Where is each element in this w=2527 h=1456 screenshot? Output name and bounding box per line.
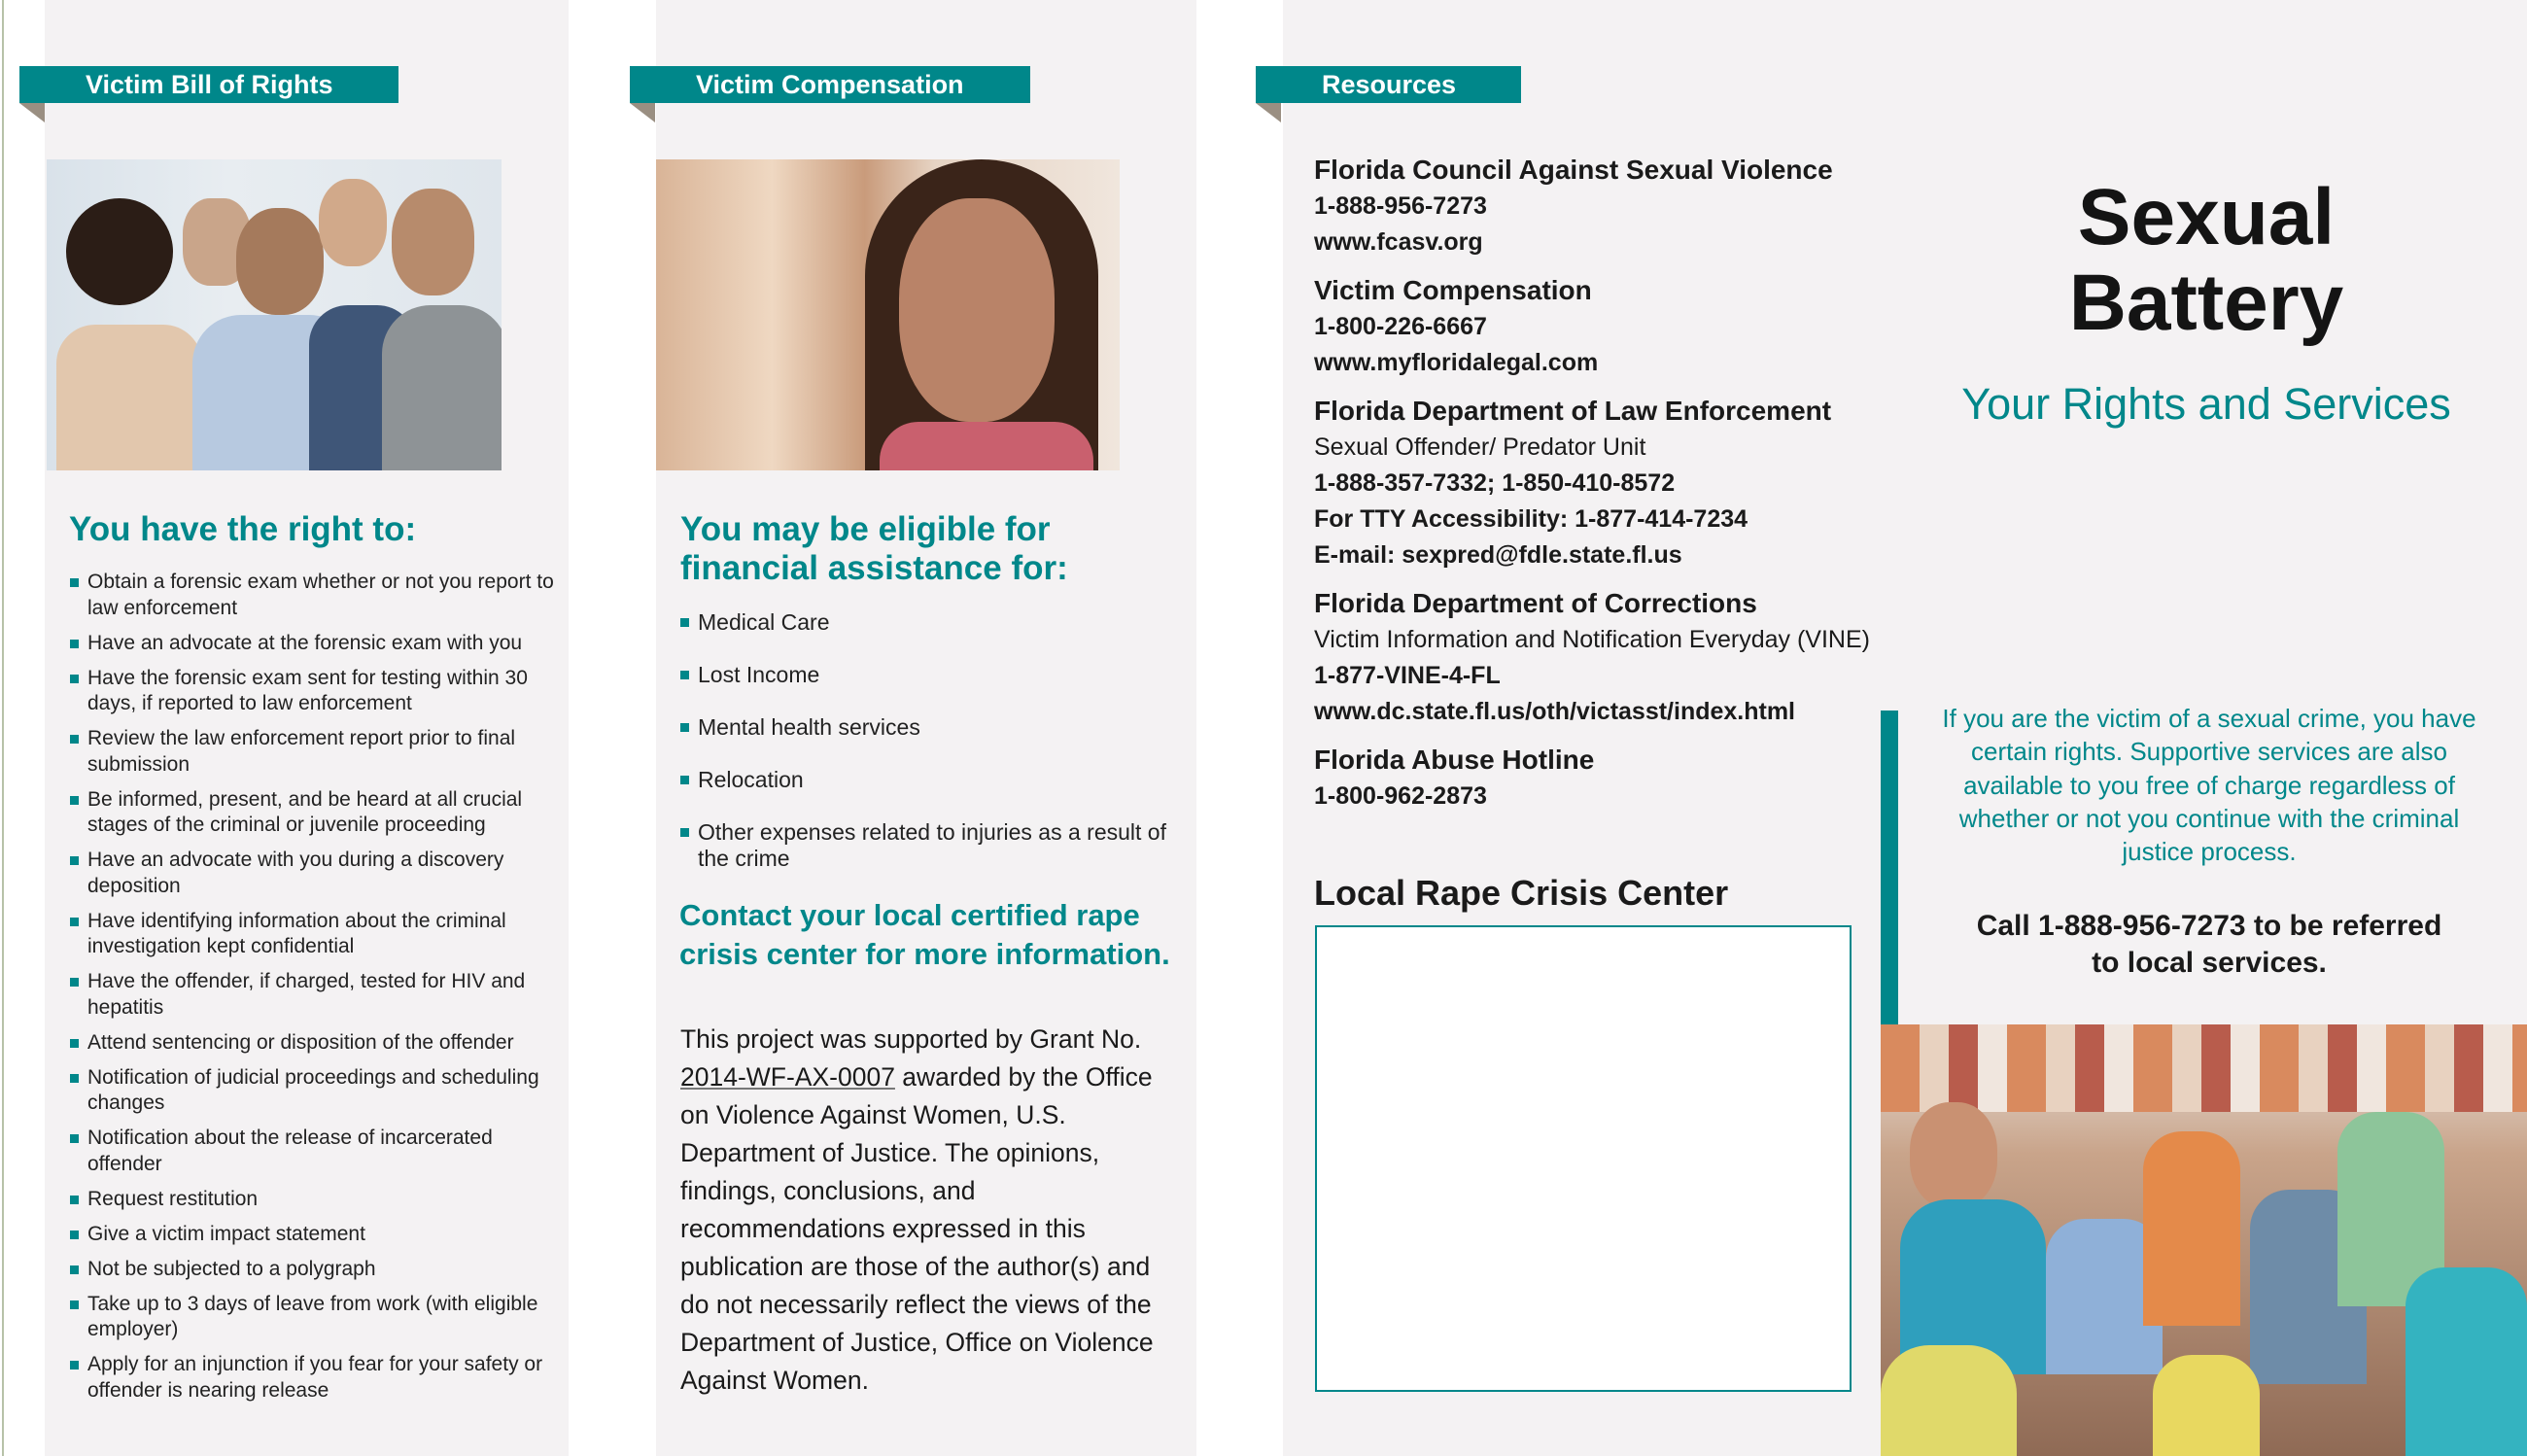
resource-line: 1-888-357-7332; 1-850-410-8572 [1314, 469, 1676, 497]
ribbon-fold [1256, 103, 1281, 122]
list-item: Be informed, present, and be heard at all crucial stages of the criminal or juvenile proceeding [70, 787, 561, 839]
list-item: Have identifying information about the criminal investigation kept confidential [70, 909, 561, 960]
list-item: Have an advocate at the forensic exam with you [70, 631, 561, 657]
resource-group [1314, 272, 1878, 381]
resource-group [1314, 585, 1878, 730]
list-item: Give a victim impact statement [70, 1222, 561, 1248]
financial-assistance-list [680, 609, 1186, 872]
resource-line: 1-800-962-2873 [1314, 782, 1487, 810]
contact-line: crisis center for more information. [679, 937, 1170, 971]
title-line: Battery [2068, 259, 2344, 347]
list-item: Not be subjected to a polygraph [70, 1257, 561, 1283]
resource-group [1314, 152, 1878, 260]
list-item: Relocation [680, 767, 1186, 793]
crowd-photo [1881, 1024, 2527, 1456]
list-item: Notification of judicial proceedings and scheduling changes [70, 1065, 561, 1117]
brochure-subtitle: Your Rights and Services [1961, 379, 2451, 429]
list-item: Lost Income [680, 662, 1186, 688]
accent-bar [1881, 711, 1898, 1024]
resource-line: www.dc.state.fl.us/oth/victasst/index.html [1314, 698, 1796, 725]
ribbon-resources: Resources [1256, 66, 1521, 103]
local-crisis-center-box [1315, 925, 1852, 1392]
resource-group [1314, 742, 1878, 815]
call-line: to local services. [2092, 947, 2327, 979]
resource-line: www.fcasv.org [1314, 228, 1483, 256]
list-item: Notification about the release of incarcerated offender [70, 1126, 561, 1177]
rights-list [70, 570, 561, 1404]
ribbon-fold [19, 103, 45, 122]
list-item: Review the law enforcement report prior to final submission [70, 726, 561, 778]
resources-list [1314, 152, 1878, 826]
resource-line: E-mail: sexpred@fdle.state.fl.us [1314, 541, 1682, 569]
ribbon-victim-bill-of-rights: Victim Bill of Rights [19, 66, 398, 103]
ribbon-fold [630, 103, 655, 122]
resource-line: 1-800-226-6667 [1314, 313, 1487, 340]
grant-statement [680, 1021, 1186, 1400]
list-item: Take up to 3 days of leave from work (with eligible employer) [70, 1292, 561, 1343]
grant-number: 2014-WF-AX-0007 [680, 1062, 895, 1092]
intro-paragraph: If you are the victim of a sexual crime, you have certain rights. Supportive services are also available to you free of charge regardless of whether or not you continue with the criminal justice process. [1942, 704, 2476, 867]
list-item: Attend sentencing or disposition of the offender [70, 1030, 561, 1057]
resource-line: www.myfloridalegal.com [1314, 349, 1599, 376]
resource-title: Florida Department of Corrections [1314, 588, 1757, 618]
resource-line: Victim Information and Notification Everyday (VINE) [1314, 626, 1870, 653]
call-to-action [1934, 908, 2484, 982]
list-item: Apply for an injunction if you fear for your safety or offender is nearing release [70, 1352, 561, 1404]
local-crisis-center-heading: Local Rape Crisis Center [1314, 873, 1729, 913]
brochure-title [1905, 175, 2508, 346]
page-edge [2, 0, 4, 1456]
eligible-heading [680, 510, 1068, 588]
heading-line: financial assistance for: [680, 549, 1068, 587]
resource-title: Florida Council Against Sexual Violence [1314, 155, 1833, 185]
list-item: Other expenses related to injuries as a result of the crime [680, 819, 1186, 872]
list-item: Request restitution [70, 1187, 561, 1213]
resource-title: Florida Abuse Hotline [1314, 745, 1595, 775]
contact-crisis-center-text [679, 896, 1170, 974]
resource-line: 1-888-956-7273 [1314, 192, 1487, 220]
heading-line: You may be eligible for [680, 510, 1051, 548]
list-item: Obtain a forensic exam whether or not you report to law enforcement [70, 570, 561, 621]
title-line: Sexual [2077, 173, 2336, 261]
call-line: Call 1-888-956-7273 to be referred [1976, 910, 2442, 942]
resource-line: 1-877-VINE-4-FL [1314, 662, 1501, 689]
resource-line: For TTY Accessibility: 1-877-414-7234 [1314, 505, 1748, 533]
grant-text: This project was supported by Grant No. [680, 1024, 1142, 1054]
list-item: Medical Care [680, 609, 1186, 636]
resource-title: Victim Compensation [1314, 275, 1592, 305]
list-item: Have an advocate with you during a discovery deposition [70, 848, 561, 899]
resource-title: Florida Department of Law Enforcement [1314, 396, 1832, 426]
woman-photo [656, 159, 1120, 470]
resource-group [1314, 393, 1878, 573]
contact-line: Contact your local certified rape [679, 898, 1140, 932]
rights-heading: You have the right to: [69, 510, 417, 548]
grant-text: awarded by the Office on Violence Against Women, U.S. Department of Justice. The opinions, findings, conclusions, and recommendations expressed in this publication are those of the author(s) and do not necessarily reflect the views of the Department of Justice, Office on Violence Against Women. [680, 1062, 1154, 1395]
list-item: Have the forensic exam sent for testing within 30 days, if reported to law enforcement [70, 666, 561, 717]
group-photo [47, 159, 502, 470]
list-item: Have the offender, if charged, tested for HIV and hepatitis [70, 969, 561, 1021]
list-item: Mental health services [680, 714, 1186, 741]
resource-line: Sexual Offender/ Predator Unit [1314, 433, 1646, 461]
ribbon-victim-compensation: Victim Compensation [630, 66, 1030, 103]
